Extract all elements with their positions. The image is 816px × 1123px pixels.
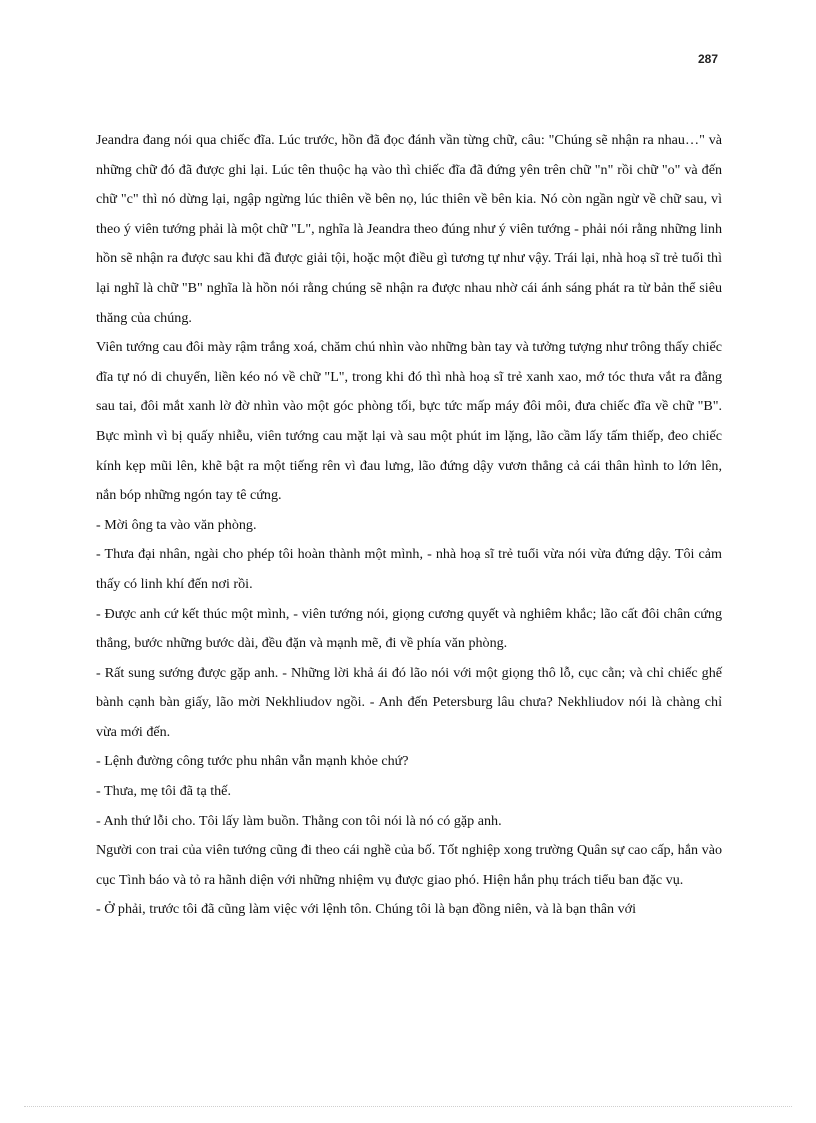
paragraph: - Lệnh đường công tước phu nhân vẫn mạnh khỏe chứ? (96, 753, 409, 770)
paragraph: - Được anh cứ kết thúc một mình, - viên tướng nói, giọng cương quyết và nghiêm khắc; lão cất đôi chân cứng thẳng, bước những bước dài, đều đặn và mạnh mẽ, đi về phía văn phòng. (96, 605, 722, 652)
paragraph: - Rất sung sướng được gặp anh. - Những lời khả ái đó lão nói với một giọng thô lỗ, cục cằn; và chỉ chiếc ghế bành cạnh bàn giấy, lão mời Nekhliudov ngồi. - Anh đến Petersburg lâu chưa? Nekhliudov nói là chàng chỉ vừa mới đến. (96, 664, 722, 740)
page-bottom-divider (24, 1106, 792, 1107)
paragraph: - Thưa, mẹ tôi đã tạ thế. (96, 783, 231, 800)
paragraph: - Thưa đại nhân, ngài cho phép tôi hoàn thành một mình, - nhà hoạ sĩ trẻ tuổi vừa nói vừa đứng dậy. Tôi cảm thấy có linh khí đến nơi rồi. (96, 546, 722, 592)
paragraph: - Ở phải, trước tôi đã cũng làm việc với lệnh tôn. Chúng tôi là bạn đồng niên, và là bạn thân với (96, 901, 636, 918)
paragraph: - Anh thứ lỗi cho. Tôi lấy làm buồn. Thằng con tôi nói là nó có gặp anh. (96, 812, 502, 829)
paragraph: - Mời ông ta vào văn phòng. (96, 516, 257, 533)
paragraph: Viên tướng cau đôi mày rậm trắng xoá, chăm chú nhìn vào những bàn tay và tưởng tượng như trông thấy chiếc đĩa tự nó di chuyển, liền kéo nó về chữ "L", trong khi đó thì nhà hoạ sĩ trẻ xanh xao, mớ tóc thưa vắt ra đằng sau tai, đôi mắt xanh lờ đờ nhìn vào một góc phòng tối, bực tức mấp máy đôi môi, đưa chiếc đĩa về chữ "B". Bực mình vì bị quấy nhiễu, viên tướng cau mặt lại và sau một phút im lặng, lão cầm lấy tấm thiếp, đeo chiếc kính kẹp mũi lên, khẽ bật ra một tiếng rên vì đau lưng, lão đứng dậy vươn thẳng cả cái thân hình to lớn lên, nắn bóp những ngón tay tê cứng. (96, 339, 722, 504)
paragraph: Người con trai của viên tướng cũng đi theo cái nghề của bố. Tốt nghiệp xong trường Quân sự cao cấp, hắn vào cục Tình báo và tỏ ra hãnh diện với những nhiệm vụ được giao phó. Hiện hắn phụ trách tiểu ban đặc vụ. (96, 842, 722, 888)
document-body (96, 126, 722, 925)
page-number: 287 (697, 52, 718, 66)
paragraph: Jeandra đang nói qua chiếc đĩa. Lúc trước, hồn đã đọc đánh vần từng chữ, câu: "Chúng sẽ nhận ra nhau…" và những chữ đó đã được ghi lại. Lúc tên thuộc hạ vào thì chiếc đĩa đã đứng yên trên chữ "n" rồi chữ "o" và đến chữ "c" thì nó dừng lại, ngập ngừng lúc thiên về bên nọ, lúc thiên về bên kia. Nó còn ngần ngừ về chữ sau, vì theo ý viên tướng phải là một chữ "L", nghĩa là Jeandra theo đúng như ý viên tướng - phải nói rằng những linh hồn sẽ nhận ra được sau khi đã được giải tội, hoặc một điều gì tương tự như vậy. Trái lại, nhà hoạ sĩ trẻ tuổi thì lại nghĩ là chữ "B" nghĩa là hồn nói rằng chúng sẽ nhận ra được nhau nhờ cái ánh sáng phát ra từ bản thể siêu thăng của chúng. (96, 132, 722, 326)
